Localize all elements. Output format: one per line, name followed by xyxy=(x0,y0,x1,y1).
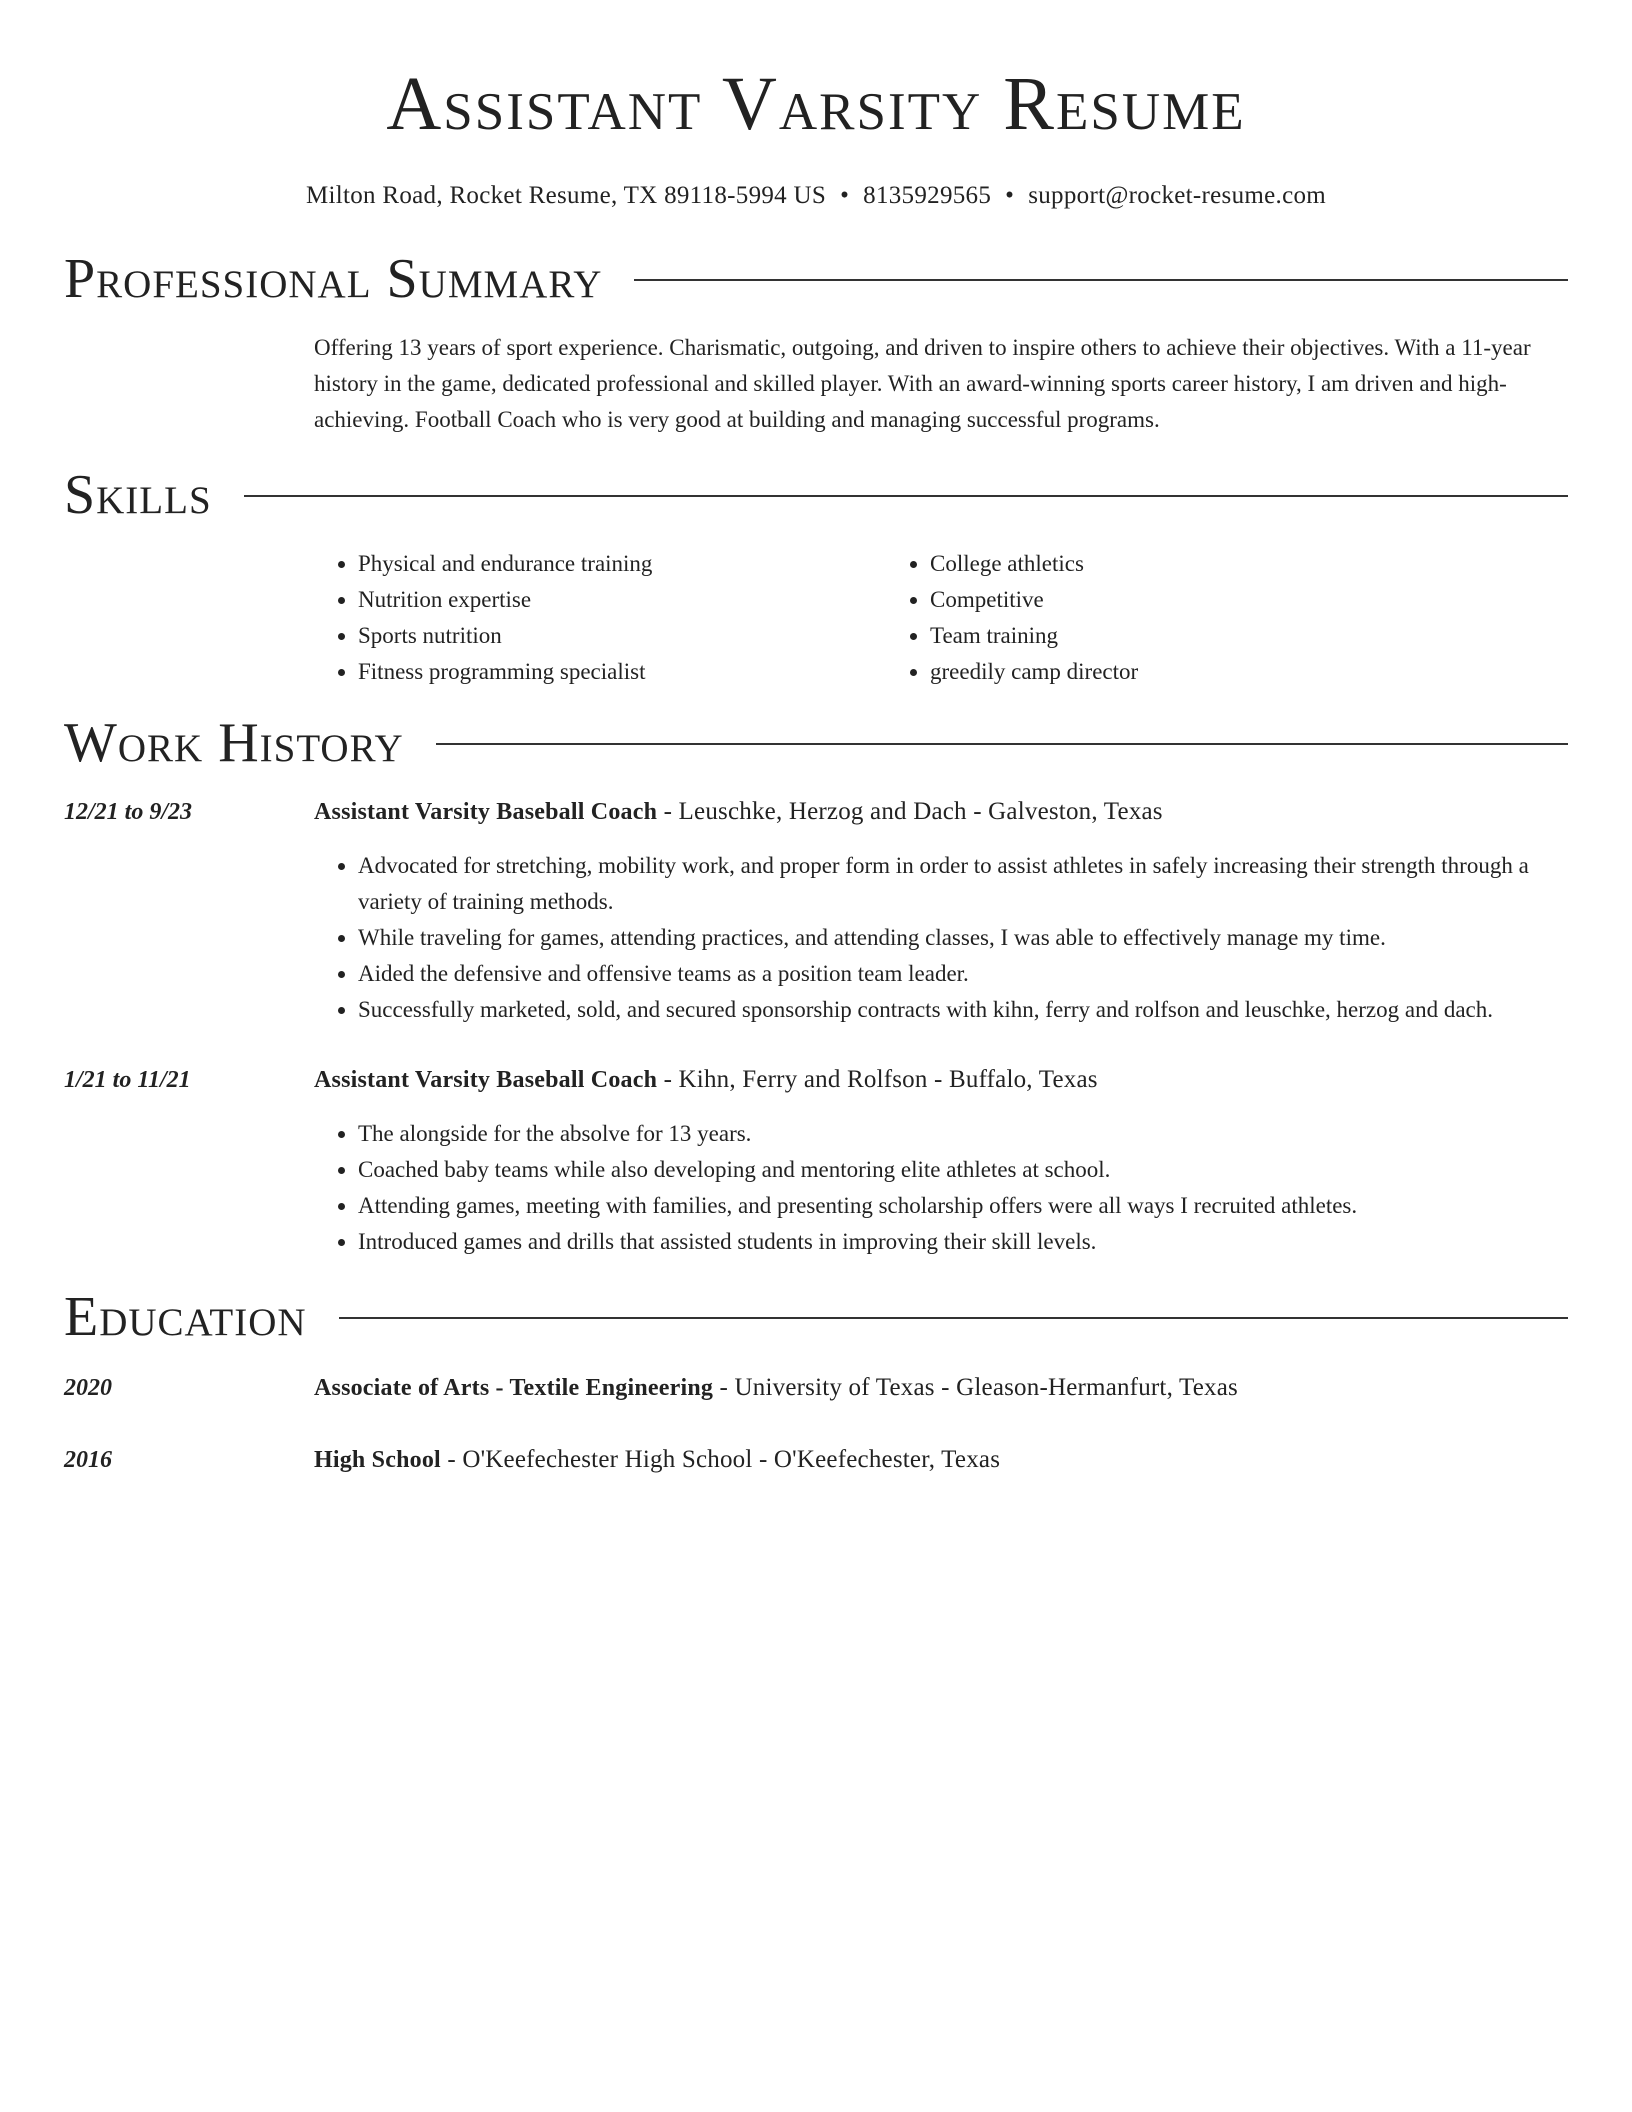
section-divider xyxy=(436,743,1568,745)
skills-list-left xyxy=(314,546,886,690)
duty-item: • Coached baby teams while also developing and mentoring elite athletes at school. xyxy=(358,1152,1568,1188)
skills-section xyxy=(64,464,1568,690)
section-divider xyxy=(634,279,1568,281)
section-divider xyxy=(244,495,1568,497)
job-duties xyxy=(314,1116,1568,1260)
education-degree: High School xyxy=(314,1447,441,1473)
skills-list-right xyxy=(886,546,1458,690)
job-heading xyxy=(314,794,1568,830)
education-heading-line xyxy=(314,1370,1568,1406)
education-heading-line xyxy=(314,1442,1568,1478)
duty-item: • Advocated for stretching, mobility work, and proper form in order to assist athletes in safely increasing their strength through a variety of training methods. xyxy=(358,848,1568,920)
job-employer: - Leuschke, Herzog and Dach - Galveston, Texas xyxy=(657,798,1163,825)
education-entry xyxy=(64,1370,1568,1406)
duty-item: • Attending games, meeting with families, and presenting scholarship offers were all ways I recruited athletes. xyxy=(358,1188,1568,1224)
contact-separator: • xyxy=(840,182,850,209)
job-dates: 1/21 to 11/21 xyxy=(64,1067,191,1093)
education-year: 2016 xyxy=(64,1447,112,1473)
skills-heading: Skills xyxy=(64,464,212,526)
education-heading: Education xyxy=(64,1286,307,1348)
skill-item: • Competitive xyxy=(930,582,1458,618)
education-entry xyxy=(64,1442,1568,1478)
job-entry xyxy=(64,1062,1568,1260)
work-history-heading: Work History xyxy=(64,712,404,774)
skills-grid xyxy=(314,546,1568,690)
skill-item: • Physical and endurance training xyxy=(358,546,886,582)
education-content xyxy=(314,1370,1568,1406)
skill-item: • College athletics xyxy=(930,546,1458,582)
job-heading xyxy=(314,1062,1568,1098)
education-section xyxy=(64,1286,1568,1478)
contact-address: Milton Road, Rocket Resume, TX 89118-5994 US xyxy=(305,182,827,209)
duty-item: • Successfully marketed, sold, and secured sponsorship contracts with kihn, ferry and rolfson and leuschke, herzog and dach. xyxy=(358,992,1568,1028)
duty-item: • While traveling for games, attending practices, and attending classes, I was able to effectively manage my time. xyxy=(358,920,1568,956)
job-title: Assistant Varsity Baseball Coach xyxy=(314,799,658,825)
summary-header xyxy=(64,248,1568,310)
job-content xyxy=(314,794,1568,1028)
contact-email: support@rocket-resume.com xyxy=(1028,182,1327,209)
education-content xyxy=(314,1442,1568,1478)
education-school: - O'Keefechester High School - O'Keefechester, Texas xyxy=(440,1446,1001,1473)
job-dates: 12/21 to 9/23 xyxy=(64,799,193,825)
contact-phone: 8135929565 xyxy=(863,182,992,209)
resume-title: Assistant Varsity Resume xyxy=(386,62,1246,146)
duty-item: • Introduced games and drills that assisted students in improving their skill levels. xyxy=(358,1224,1568,1260)
skills-header xyxy=(64,464,1568,526)
section-divider xyxy=(339,1317,1568,1319)
summary-heading: Professional Summary xyxy=(64,248,603,310)
work-history-header xyxy=(64,712,1568,774)
skill-item: • Team training xyxy=(930,618,1458,654)
duty-item: • Aided the defensive and offensive teams as a position team leader. xyxy=(358,956,1568,992)
education-header xyxy=(64,1286,1568,1348)
resume-page xyxy=(64,0,1568,1478)
contact-line xyxy=(64,180,1568,212)
education-degree: Associate of Arts - Textile Engineering xyxy=(314,1375,714,1401)
job-content xyxy=(314,1062,1568,1260)
skill-item: • Fitness programming specialist xyxy=(358,654,886,690)
work-history-section xyxy=(64,712,1568,1260)
duty-item: • The alongside for the absolve for 13 years. xyxy=(358,1116,1568,1152)
skill-item: • Sports nutrition xyxy=(358,618,886,654)
summary-section xyxy=(64,248,1568,438)
summary-text: Offering 13 years of sport experience. Charismatic, outgoing, and driven to inspire others to achieve their objectives. With a 11-year history in the game, dedicated professional and skilled player. With an award-winning sports career history, I am driven and high-achieving. Football Coach who is very good at building and managing successful programs. xyxy=(314,335,1531,432)
job-employer: - Kihn, Ferry and Rolfson - Buffalo, Texas xyxy=(657,1066,1098,1093)
education-year: 2020 xyxy=(64,1375,112,1401)
education-school: - University of Texas - Gleason-Hermanfurt, Texas xyxy=(713,1374,1238,1401)
job-duties xyxy=(314,848,1568,1028)
job-entry xyxy=(64,794,1568,1028)
skill-item: • greedily camp director xyxy=(930,654,1458,690)
job-title: Assistant Varsity Baseball Coach xyxy=(314,1067,658,1093)
skill-item: • Nutrition expertise xyxy=(358,582,886,618)
contact-separator: • xyxy=(1005,182,1015,209)
